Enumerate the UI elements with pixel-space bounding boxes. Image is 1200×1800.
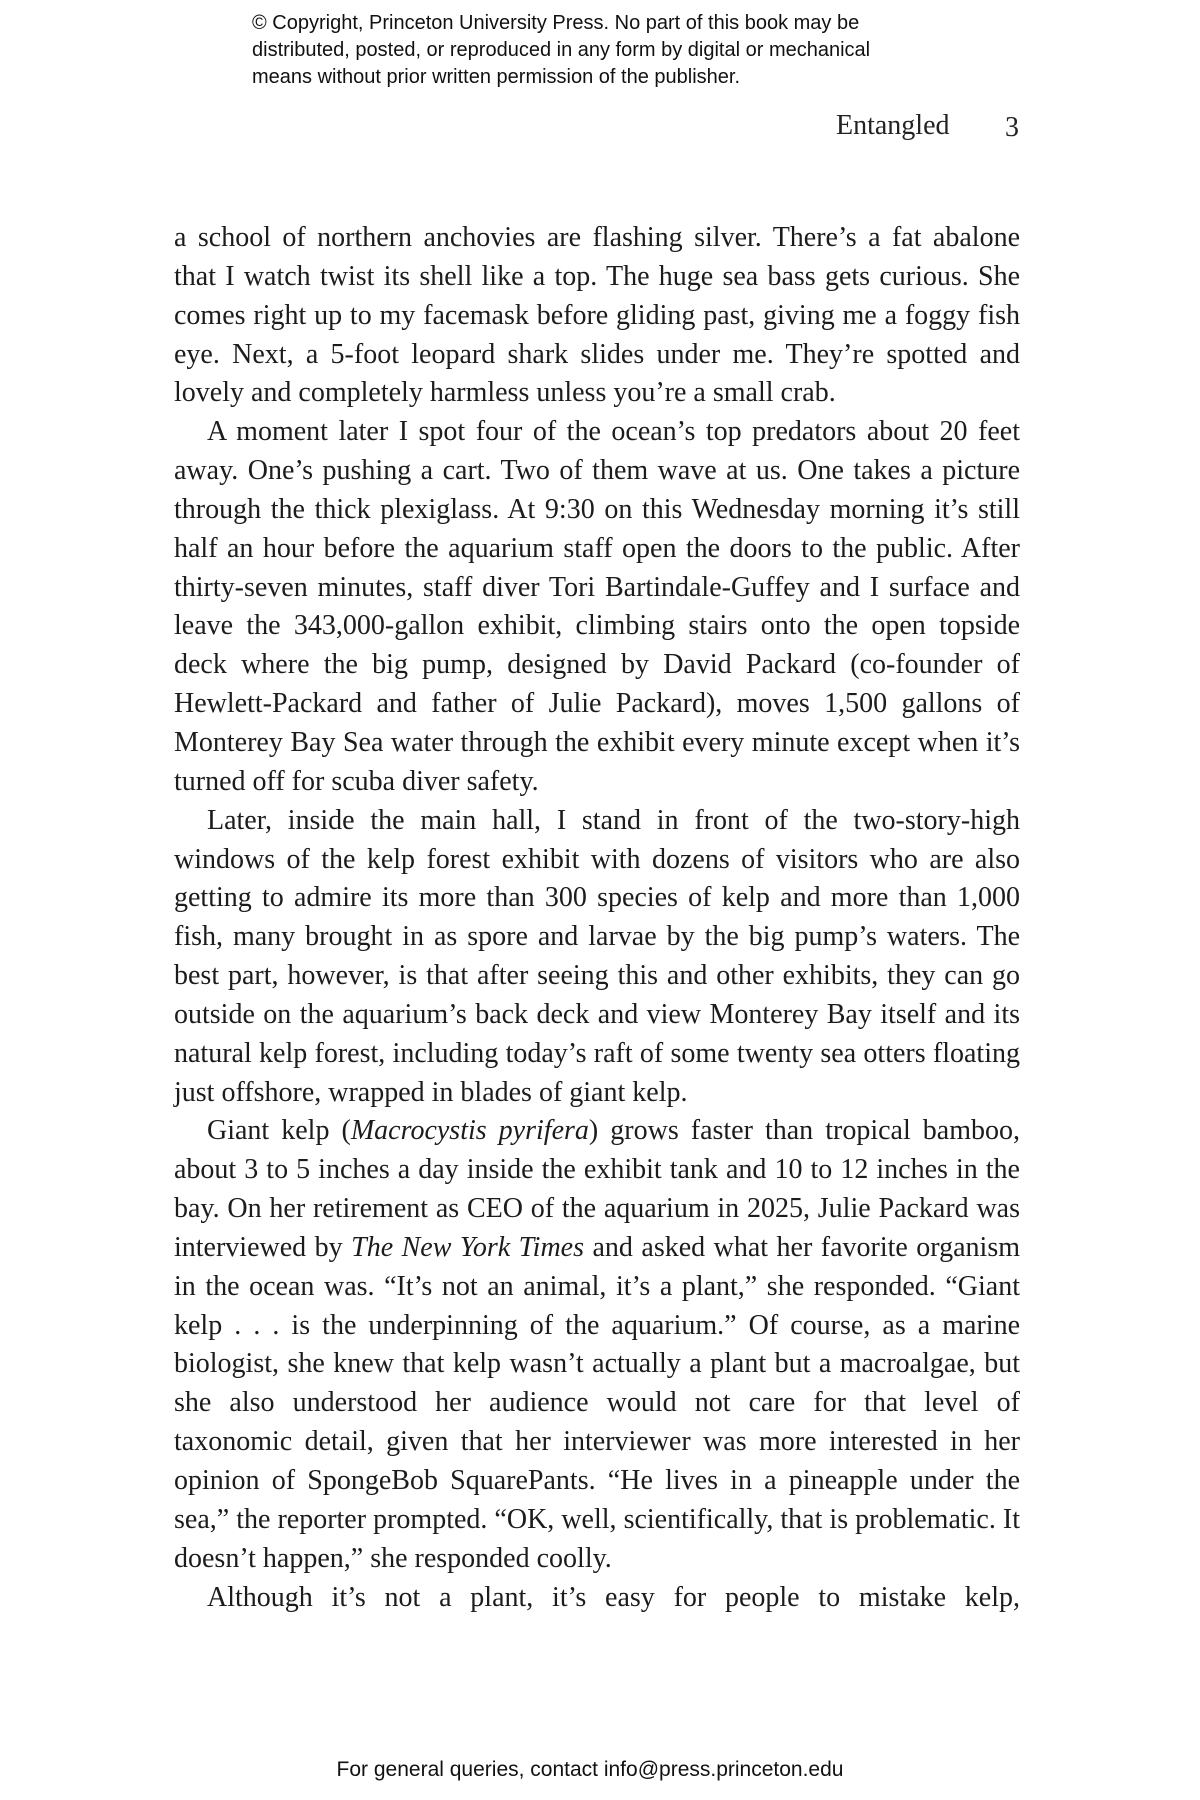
paragraph-4 — [174, 1112, 1020, 1578]
paragraph-4-text-1: Giant kelp ( — [207, 1115, 351, 1147]
copyright-line-2: distributed, posted, or reproduced in any form by digital or mechanical — [252, 39, 871, 61]
paragraph-1: a school of northern anchovies are flashing silver. There’s a fat abalone that I watch twist its shell like a top. The huge sea bass gets curious. She comes right up to my facemask before gliding past, giving me a foggy fish eye. Next, a 5-foot leopard shark slides under me. They’re spotted and lovely and completely harmless unless you’re a small crab. — [174, 222, 1020, 409]
paragraph-2: A moment later I spot four of the ocean’s top predators about 20 feet away. One’s pushing a cart. Two of them wave at us. One takes a picture through the thick plexiglass. At 9:30 on this Wednesday morning it’s still half an hour before the aquarium staff open the doors to the public. After thirty-seven minutes, staff diver Tori Bartindale-Guffey and I surface and leave the 343,000-gallon exhibit, climbing stairs onto the open topside deck where the big pump, designed by David Packard (co-founder of Hewlett-Packard and father of Julie Packard), moves 1,500 gallons of Monterey Bay Sea water through the exhibit every minute except when it’s turned off for scuba diver safety. — [174, 416, 1020, 797]
running-head — [700, 110, 1020, 146]
copyright-line-3: means without prior written permission of the publisher. — [252, 66, 741, 88]
page-number: 3 — [1005, 112, 1019, 143]
species-name-italic: Macrocystis pyrifera — [350, 1115, 589, 1147]
paragraph-4-text-2: ) grows faster than tropical bamboo, about 3 to 5 inches a day inside the exhibit tank and 10 to 12 inches in the bay. On her retirement as CEO of the aquarium in 2025, Julie Packard was interviewed by — [174, 1115, 1020, 1263]
paragraph-3: Later, inside the main hall, I stand in front of the two-story-high windows of the kelp forest exhibit with dozens of visitors who are also getting to admire its more than 300 species of kelp and more than 1,000 fish, many brought in as spore and larvae by the big pump’s waters. The best part, however, is that after seeing this and other exhibits, they can go outside on the aquarium’s back deck and view Monterey Bay itself and its natural kelp forest, including today’s raft of some twenty sea otters floating just offshore, wrapped in blades of giant kelp. — [174, 804, 1020, 1108]
footer-contact — [0, 1758, 1200, 1782]
copyright-notice — [252, 10, 1012, 91]
paragraph-5: Although it’s not a plant, it’s easy for people to mistake kelp, — [207, 1581, 1020, 1613]
body-text — [174, 219, 1020, 1617]
chapter-title: Entangled — [836, 110, 950, 141]
copyright-line-1: © Copyright, Princeton University Press. No part of this book may be — [252, 12, 860, 34]
paragraph-4-text-3: and asked what her favorite organism in the ocean was. “It’s not an animal, it’s a plant,” she responded. “Giant kelp . . . is the underpinning of the aquarium.” Of course, as a marine biologist, she knew that kelp wasn’t actually a plant but a macroalgae, but she also understood her audience would not care for that level of taxonomic detail, given that her interviewer was more interested in her opinion of SpongeBob SquarePants. “He lives in a pineapple under the sea,” the reporter prompted. “OK, well, scientifically, that is problematic. It doesn’t happen,” she responded coolly. — [174, 1231, 1020, 1574]
publication-title-italic: The New York Times — [351, 1231, 585, 1263]
footer-contact-text: For general queries, contact info@press.princeton.edu — [336, 1758, 844, 1781]
